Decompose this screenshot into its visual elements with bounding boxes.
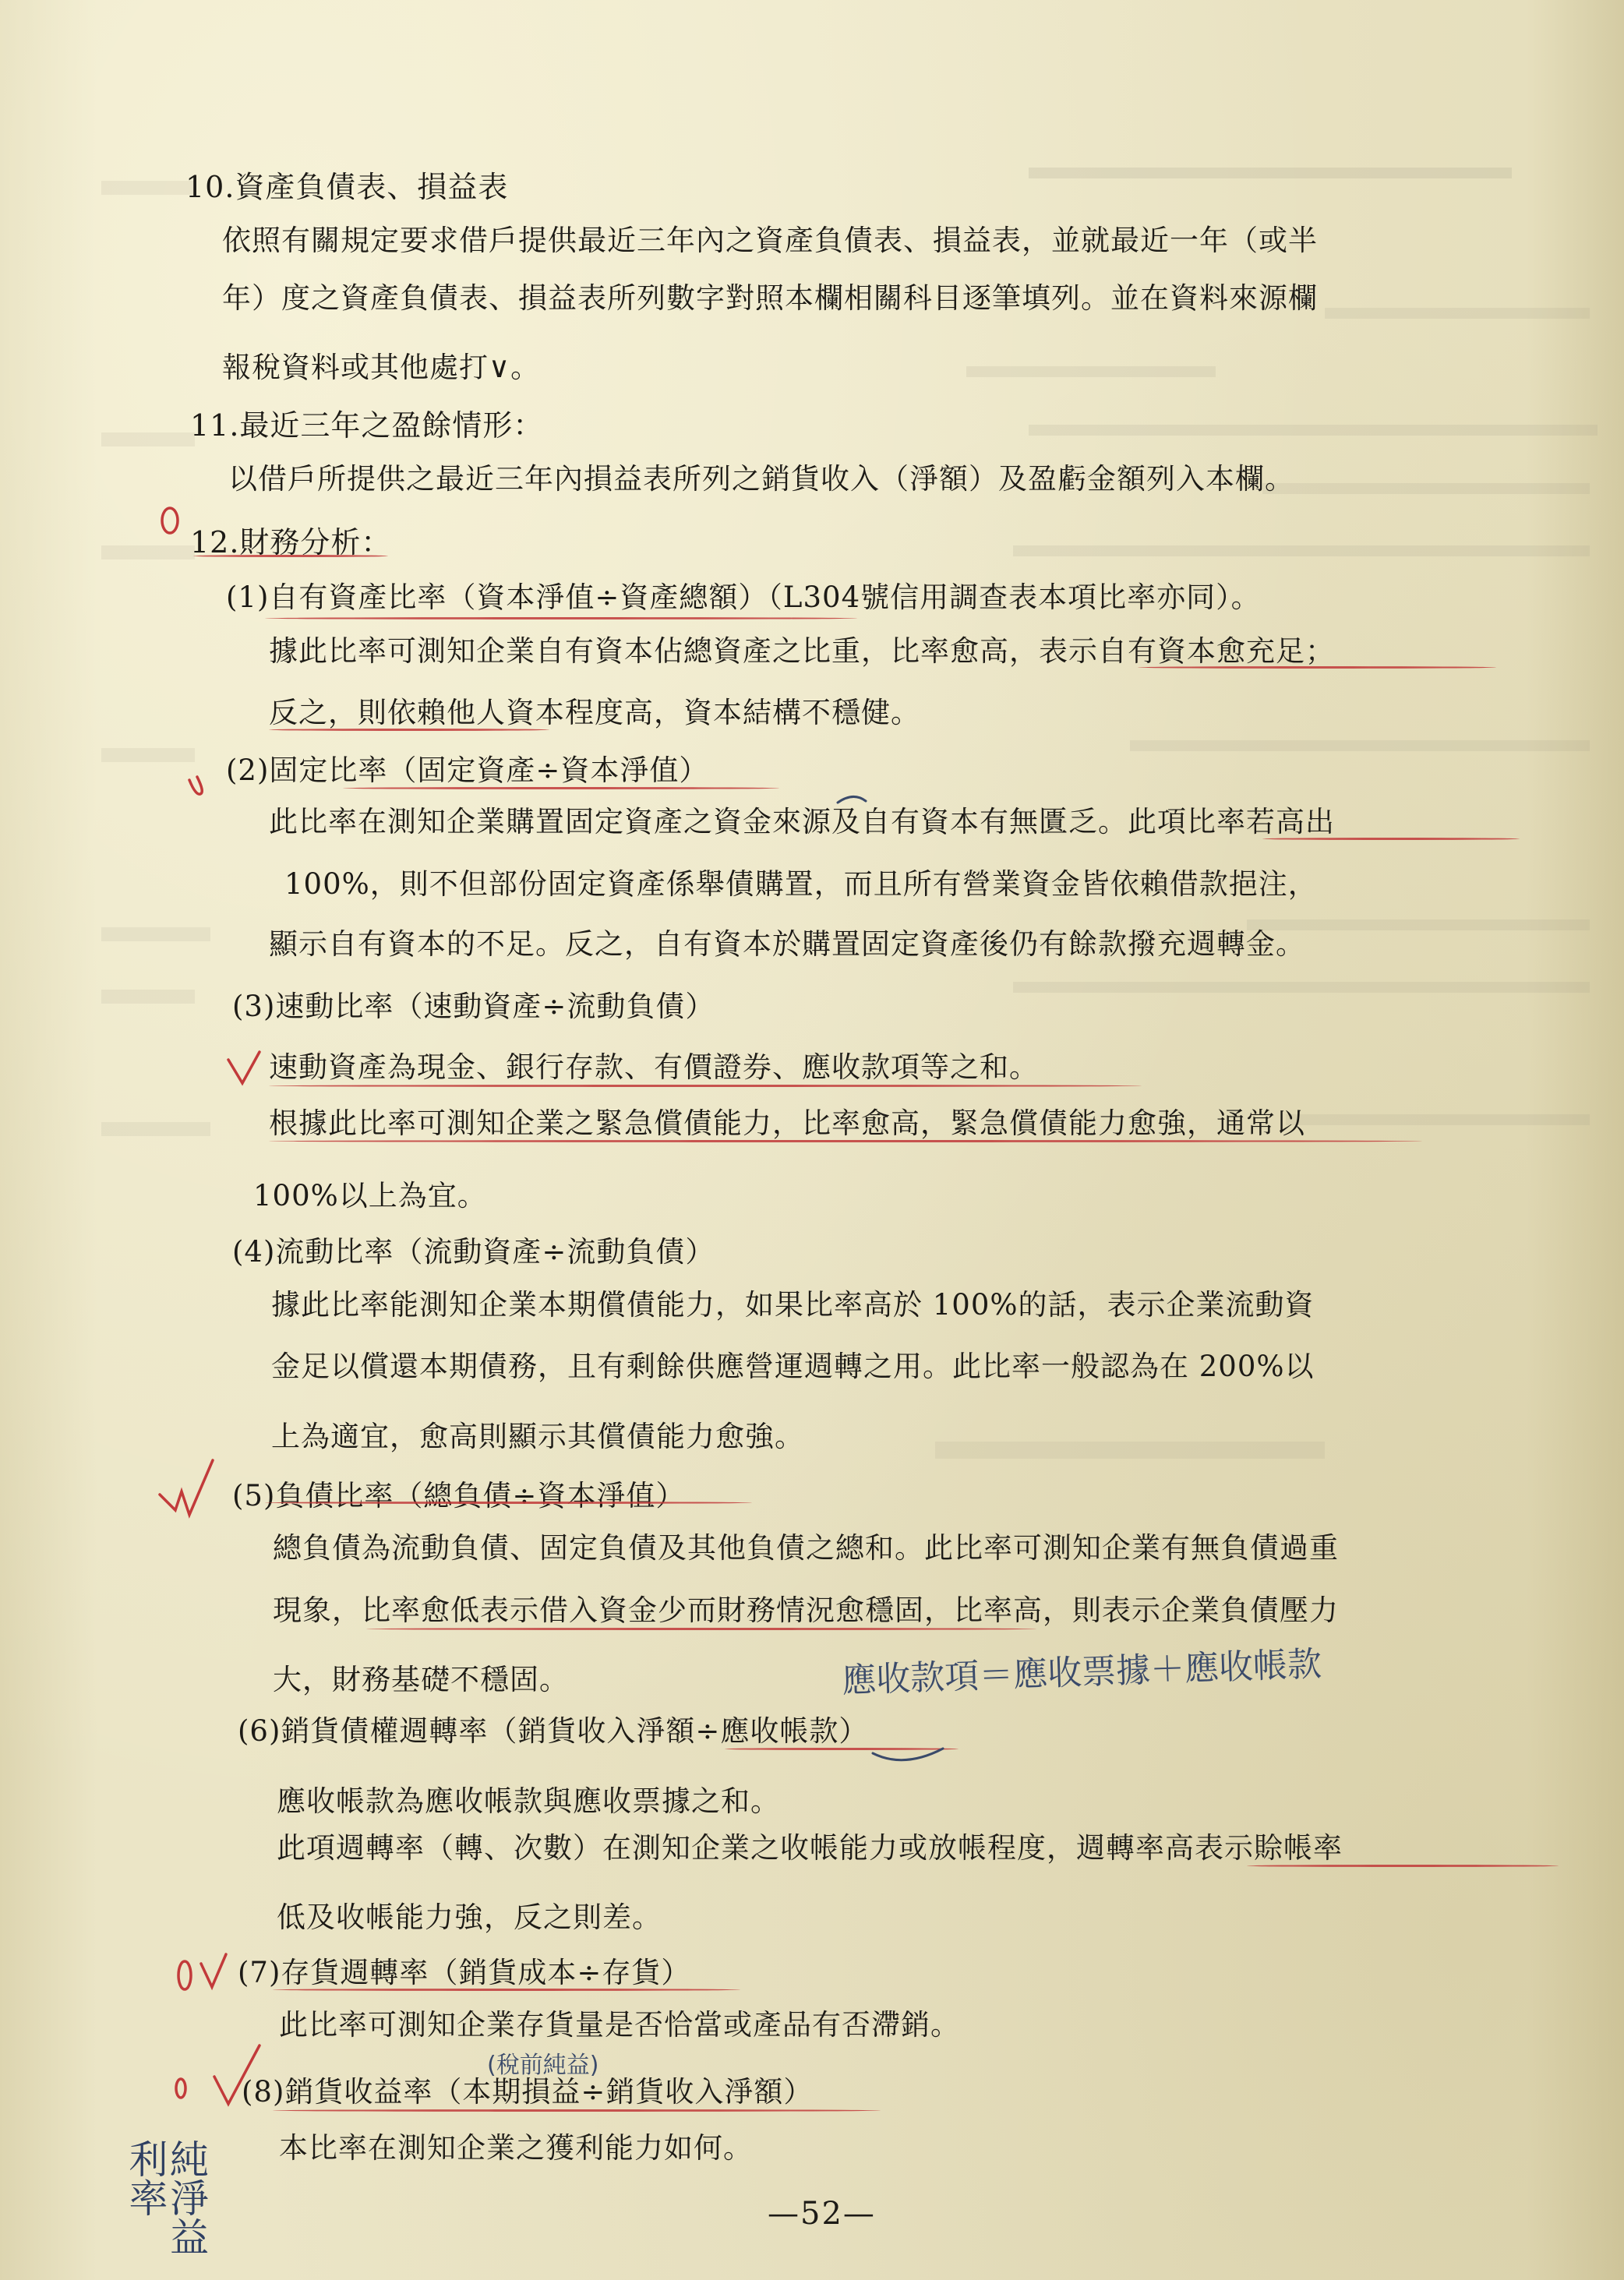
ratio-item-3-heading: (3)速動比率（速動資產÷流動負債） xyxy=(232,990,715,1023)
body-line: 此比率可測知企業存貨量是否恰當或產品有否滯銷。 xyxy=(279,2008,960,2042)
body-line: 本比率在測知企業之獲利能力如何。 xyxy=(279,2131,753,2165)
red-underline xyxy=(1247,1865,1559,1867)
body-line: 根據此比率可測知企業之緊急償債能力，比率愈高，緊急償債能力愈強，通常以 xyxy=(269,1106,1305,1140)
ratio-item-1-heading: (1)自有資產比率（資本淨值÷資產總額）（L304號信用調查表本項比率亦同）。 xyxy=(226,581,1261,614)
ratio-item-7-heading: (7)存貨週轉率（銷貨成本÷存貨） xyxy=(238,1956,691,1989)
body-line: 金足以償還本期債務，且有剩餘供應營運週轉之用。此比率一般認為在 200%以 xyxy=(271,1350,1315,1383)
red-underline xyxy=(725,1748,959,1750)
body-line: 100%以上為宜。 xyxy=(253,1179,487,1212)
body-line: 低及收帳能力強，反之則差。 xyxy=(277,1901,662,1934)
body-line: 此項週轉率（轉、次數）在測知企業之收帳能力或放帳程度，週轉率高表示賒帳率 xyxy=(277,1831,1343,1865)
red-underline xyxy=(269,1085,1142,1087)
body-line: 100%，則不但部份固定資產係舉債購置，而且所有營業資金皆依賴借款挹注， xyxy=(284,867,1318,901)
body-line: 據此比率可測知企業自有資本佔總資產之比重，比率愈高，表示自有資本愈充足； xyxy=(269,634,1335,668)
ratio-item-2-heading: (2)固定比率（固定資產÷資本淨值） xyxy=(226,754,709,787)
page-number: —52— xyxy=(768,2196,876,2232)
red-underline xyxy=(366,1628,1036,1630)
handwritten-note-pretax: (稅前純益) xyxy=(487,2052,599,2079)
body-line: 上為適宜，愈高則顯示其償債能力愈強。 xyxy=(271,1420,804,1453)
red-underline xyxy=(269,1140,1422,1142)
red-underline xyxy=(265,1502,752,1504)
ratio-item-5-heading: (5)負債比率（總負債÷資本淨值） xyxy=(232,1479,686,1512)
red-underline xyxy=(265,617,857,619)
body-line: 據此比率能測知企業本期償債能力，如果比率高於 100%的話，表示企業流動資 xyxy=(271,1288,1315,1322)
body-line: 反之，則依賴他人資本程度高，資本結構不穩健。 xyxy=(269,696,920,729)
body-line: 此比率在測知企業購置固定資產之資金來源及自有資本有無匱乏。此項比率若高出 xyxy=(269,805,1335,838)
body-line: 以借戶所提供之最近三年內損益表所列之銷貨收入（淨額）及盈虧金額列入本欄。 xyxy=(228,462,1294,496)
handwritten-note-margin: 純淨益利率 xyxy=(122,2139,209,2256)
red-underline xyxy=(273,2109,881,2112)
red-underline xyxy=(343,787,779,789)
section-11-heading: 11.最近三年之盈餘情形： xyxy=(190,408,544,443)
body-line: 大，財務基礎不穩固。 xyxy=(273,1663,569,1696)
body-line: 現象，比率愈低表示借入資金少而財務情況愈穩固，比率高，則表示企業負債壓力 xyxy=(273,1594,1339,1627)
ratio-item-6-heading: (6)銷貨債權週轉率（銷貨收入淨額÷應收帳款） xyxy=(238,1714,869,1748)
red-underline xyxy=(269,729,549,731)
section-10-heading: 10.資產負債表、損益表 xyxy=(185,170,509,204)
red-underline xyxy=(1138,666,1496,669)
body-line: 應收帳款為應收帳款與應收票據之和。 xyxy=(277,1784,780,1818)
red-underline xyxy=(273,1989,740,1991)
ratio-item-8-heading: (8)銷貨收益率（本期損益÷銷貨收入淨額） xyxy=(242,2075,814,2109)
section-12-heading: 12.財務分析： xyxy=(190,525,392,559)
body-line: 年）度之資產負債表、損益表所列數字對照本欄相關科目逐筆填列。並在資料來源欄 xyxy=(222,281,1318,315)
body-line: 總負債為流動負債、固定負債及其他負債之總和。此比率可測知企業有無負債過重 xyxy=(273,1531,1339,1565)
body-line: 報稅資料或其他處打∨。 xyxy=(222,351,541,384)
handwritten-note-receivables: 應收款項＝應收票據＋應收帳款 xyxy=(841,1644,1322,1701)
red-underline xyxy=(1262,838,1520,840)
ratio-item-4-heading: (4)流動比率（流動資產÷流動負債） xyxy=(232,1235,715,1269)
body-line: 顯示自有資本的不足。反之，自有資本於購置固定資產後仍有餘款撥充週轉金。 xyxy=(269,927,1305,961)
body-line: 速動資產為現金、銀行存款、有價證券、應收款項等之和。 xyxy=(269,1050,1039,1084)
body-line: 依照有關規定要求借戶提供最近三年內之資產負債表、損益表，並就最近一年（或半 xyxy=(222,224,1318,257)
red-underline xyxy=(193,555,388,557)
